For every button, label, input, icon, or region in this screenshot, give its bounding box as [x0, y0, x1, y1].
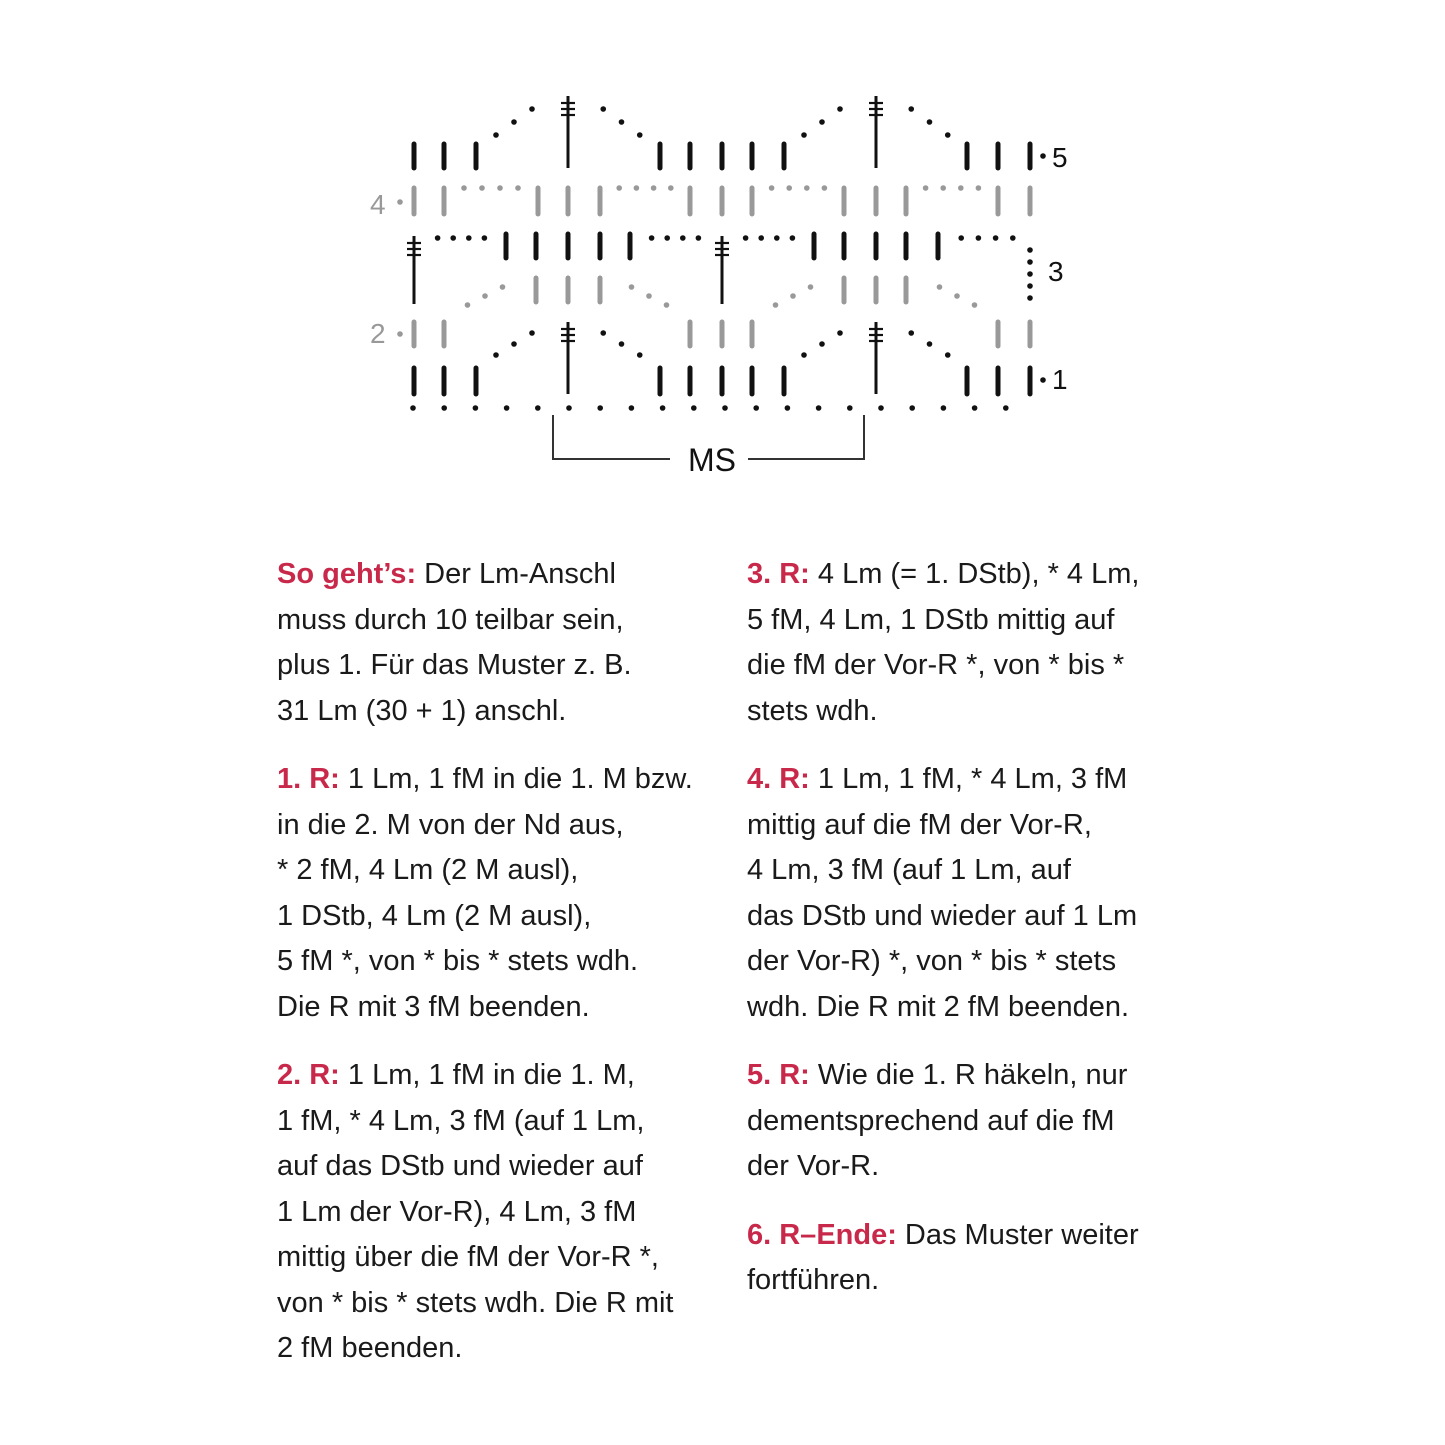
chain-stitch-dot: [958, 235, 964, 241]
instruction-text: 1 Lm, 1 fM, * 4 Lm, 3 fM: [809, 763, 1128, 795]
chain-stitch-dot: [837, 330, 843, 336]
instruction-text: Das Muster weiter: [896, 1218, 1139, 1251]
instruction-text: mittig über die fM der Vor-R *,: [277, 1241, 659, 1273]
chain-stitch-dot: [774, 235, 780, 241]
chain-stitch-dot: [1027, 247, 1033, 253]
instructions-left-column: [277, 552, 717, 1395]
instruction-line: [747, 552, 1187, 598]
foundation-chain-dot: [1003, 405, 1009, 411]
chain-stitch-dot: [786, 185, 792, 191]
chain-stitch-dot: [529, 330, 535, 336]
instruction-line: [747, 598, 1187, 644]
double-treble-symbol: [407, 236, 421, 304]
row-heading: 4. R:: [747, 763, 810, 795]
foundation-chain-dot: [535, 405, 541, 411]
instruction-text: plus 1. Für das Muster z. B.: [277, 649, 632, 681]
instruction-text: der Vor-R.: [747, 1150, 880, 1182]
foundation-chain-dot: [504, 405, 510, 411]
chain-stitch-dot: [616, 185, 622, 191]
instruction-text: die fM der Vor-R *, von * bis *: [747, 649, 1125, 681]
row-marker-dot: [397, 199, 403, 205]
instruction-text: 5 fM, 4 Lm, 1 DStb mittig auf: [747, 603, 1115, 636]
chain-stitch-dot: [696, 235, 702, 241]
instruction-line: [747, 689, 1187, 735]
instruction-line: [277, 1235, 717, 1281]
instruction-paragraph: [747, 757, 1187, 1030]
chain-stitch-dot: [822, 185, 828, 191]
instruction-text: 4 Lm (= 1. DStb), * 4 Lm,: [809, 558, 1140, 590]
instruction-line: [747, 1099, 1187, 1145]
chain-stitch-dot: [945, 132, 951, 138]
chain-stitch-dot: [651, 185, 657, 191]
instruction-text: wdh. Die R mit 2 fM beenden.: [747, 990, 1130, 1023]
chain-stitch-dot: [619, 341, 625, 347]
chain-stitch-dot: [634, 185, 640, 191]
chain-stitch-dot: [629, 284, 635, 290]
chain-stitch-dot: [837, 106, 843, 112]
chain-stitch-dot: [940, 185, 946, 191]
instruction-text: Der Lm-Anschl: [416, 558, 616, 590]
instruction-line: [277, 985, 717, 1031]
instruction-line: [277, 939, 717, 985]
foundation-chain-dot: [566, 405, 572, 411]
instruction-line: [277, 1281, 717, 1327]
instruction-line: [277, 1190, 717, 1236]
chain-stitch-dot: [927, 119, 933, 125]
chain-stitch-dot: [435, 235, 441, 241]
chain-stitch-dot: [482, 293, 488, 299]
chain-stitch-dot: [773, 302, 779, 308]
instruction-line: [747, 1053, 1187, 1099]
chain-stitch-dot: [937, 284, 943, 290]
instruction-line: [277, 894, 717, 940]
chain-stitch-dot: [466, 235, 472, 241]
chain-stitch-dot: [637, 132, 643, 138]
instruction-line: [277, 1099, 717, 1145]
instruction-line: [747, 939, 1187, 985]
chain-stitch-dot: [1027, 295, 1033, 301]
chain-stitch-dot: [493, 132, 499, 138]
chain-stitch-dot: [976, 235, 982, 241]
chain-stitch-dot: [804, 185, 810, 191]
chain-stitch-dot: [908, 330, 914, 336]
instruction-paragraph: [277, 552, 717, 734]
chain-stitch-dot: [976, 185, 982, 191]
repeat-label: MS: [688, 442, 736, 478]
foundation-chain-dot: [972, 405, 978, 411]
foundation-chain-dot: [629, 405, 635, 411]
foundation-chain-dot: [660, 405, 666, 411]
chain-stitch-dot: [801, 352, 807, 358]
chain-stitch-dot: [819, 341, 825, 347]
chain-stitch-dot: [450, 235, 456, 241]
instruction-line: [277, 598, 717, 644]
foundation-chain-dot: [722, 405, 728, 411]
instruction-text: Wie die 1. R häkeln, nur: [809, 1059, 1128, 1091]
chain-stitch-dot: [515, 185, 521, 191]
instruction-line: [747, 985, 1187, 1031]
chain-stitch-dot: [511, 341, 517, 347]
chain-stitch-dot: [680, 235, 686, 241]
chain-stitch-dot: [600, 106, 606, 112]
row-label-1: 1: [1052, 364, 1068, 395]
instruction-line: [747, 1258, 1187, 1304]
instruction-line: [277, 643, 717, 689]
instruction-text: stets wdh.: [747, 694, 878, 727]
chain-stitch-dot: [664, 302, 670, 308]
row-label-4: 4: [370, 189, 386, 220]
instruction-text: 31 Lm (30 + 1) anschl.: [277, 694, 567, 727]
instruction-line: [747, 1144, 1187, 1190]
chain-stitch-dot: [769, 185, 775, 191]
foundation-chain-dot: [878, 405, 884, 411]
chain-stitch-dot: [493, 352, 499, 358]
instruction-line: [277, 689, 717, 735]
double-treble-symbol: [561, 322, 575, 394]
chain-stitch-dot: [461, 185, 467, 191]
instruction-text: 1 fM, * 4 Lm, 3 fM (auf 1 Lm,: [277, 1104, 645, 1137]
foundation-chain-dot: [847, 405, 853, 411]
chain-stitch-dot: [646, 293, 652, 299]
instruction-text: 1 DStb, 4 Lm (2 M ausl),: [277, 899, 592, 932]
chain-stitch-dot: [908, 106, 914, 112]
instruction-line: [277, 757, 717, 803]
row-heading: 2. R:: [277, 1059, 340, 1091]
instruction-text: das DStb und wieder auf 1 Lm: [747, 899, 1138, 932]
chart-symbols: [397, 96, 1046, 411]
instruction-text: Die R mit 3 fM beenden.: [277, 990, 590, 1023]
chain-stitch-dot: [479, 185, 485, 191]
chain-stitch-dot: [993, 235, 999, 241]
chain-stitch-dot: [954, 293, 960, 299]
instruction-line: [747, 803, 1187, 849]
instruction-text: mittig auf die fM der Vor-R,: [747, 808, 1092, 841]
foundation-chain-dot: [597, 405, 603, 411]
chain-stitch-dot: [529, 106, 535, 112]
chain-stitch-dot: [808, 284, 814, 290]
chain-stitch-dot: [600, 330, 606, 336]
chain-stitch-dot: [958, 185, 964, 191]
instruction-line: [277, 1326, 717, 1372]
chain-stitch-dot: [465, 302, 471, 308]
instruction-line: [747, 757, 1187, 803]
foundation-chain-dot: [441, 405, 447, 411]
row-heading: 1. R:: [277, 763, 340, 795]
chain-stitch-dot: [972, 302, 978, 308]
chain-stitch-dot: [664, 235, 670, 241]
chain-stitch-dot: [619, 119, 625, 125]
row-heading: 3. R:: [747, 558, 810, 590]
row-marker-dot: [397, 331, 403, 337]
chain-stitch-dot: [668, 185, 674, 191]
instructions-right-column: [747, 552, 1187, 1327]
row-label-2: 2: [370, 318, 386, 349]
chain-stitch-dot: [1027, 259, 1033, 265]
chain-stitch-dot: [497, 185, 503, 191]
double-treble-symbol: [561, 96, 575, 168]
instruction-text: von * bis * stets wdh. Die R mit: [277, 1286, 674, 1319]
instruction-line: [277, 552, 717, 598]
chain-stitch-dot: [1027, 271, 1033, 277]
chain-stitch-dot: [801, 132, 807, 138]
double-treble-symbol: [869, 322, 883, 394]
chain-stitch-dot: [743, 235, 749, 241]
instruction-text: 2 fM beenden.: [277, 1332, 463, 1364]
crochet-chart: [340, 80, 1120, 490]
double-treble-symbol: [715, 236, 729, 304]
double-treble-symbol: [869, 96, 883, 168]
instruction-line: [277, 803, 717, 849]
instruction-paragraph: [277, 757, 717, 1030]
instruction-text: fortführen.: [747, 1264, 880, 1296]
row-label-3: 3: [1048, 256, 1064, 287]
row-heading: 6. R–Ende:: [747, 1218, 897, 1251]
instruction-paragraph: [747, 1213, 1187, 1304]
instruction-line: [747, 894, 1187, 940]
chain-stitch-dot: [927, 341, 933, 347]
instruction-line: [747, 643, 1187, 689]
foundation-chain-dot: [816, 405, 822, 411]
foundation-chain-dot: [941, 405, 947, 411]
foundation-chain-dot: [909, 405, 915, 411]
foundation-chain-dot: [753, 405, 759, 411]
row-heading: 5. R:: [747, 1059, 810, 1091]
instruction-text: 1 Lm, 1 fM in die 1. M bzw.: [339, 763, 693, 795]
instruction-text: 5 fM *, von * bis * stets wdh.: [277, 945, 639, 977]
row-heading: So geht’s:: [277, 558, 417, 590]
foundation-chain-dot: [691, 405, 697, 411]
instruction-text: muss durch 10 teilbar sein,: [277, 603, 624, 636]
instruction-text: auf das DStb und wieder auf: [277, 1150, 643, 1182]
chain-stitch-dot: [482, 235, 488, 241]
chain-stitch-dot: [637, 352, 643, 358]
chain-stitch-dot: [1027, 283, 1033, 289]
chain-stitch-dot: [649, 235, 655, 241]
instruction-line: [277, 1053, 717, 1099]
chain-stitch-dot: [945, 352, 951, 358]
chain-stitch-dot: [790, 293, 796, 299]
foundation-chain-dot: [410, 405, 416, 411]
instruction-paragraph: [747, 1053, 1187, 1190]
instruction-paragraph: [277, 1053, 717, 1372]
chain-stitch-dot: [758, 235, 764, 241]
row-marker-dot: [1040, 153, 1046, 159]
instruction-text: dementsprechend auf die fM: [747, 1104, 1115, 1137]
instruction-text: 4 Lm, 3 fM (auf 1 Lm, auf: [747, 854, 1071, 886]
chain-stitch-dot: [819, 119, 825, 125]
instruction-line: [747, 848, 1187, 894]
chain-stitch-dot: [923, 185, 929, 191]
instruction-text: * 2 fM, 4 Lm (2 M ausl),: [277, 854, 579, 886]
instruction-text: 1 Lm der Vor-R), 4 Lm, 3 fM: [277, 1195, 637, 1228]
instruction-text: 1 Lm, 1 fM in die 1. M,: [339, 1059, 635, 1091]
chain-stitch-dot: [500, 284, 506, 290]
foundation-chain-dot: [785, 405, 791, 411]
row-label-5: 5: [1052, 142, 1068, 173]
row-marker-dot: [1040, 377, 1046, 383]
chain-stitch-dot: [790, 235, 796, 241]
chain-stitch-dot: [511, 119, 517, 125]
instruction-text: in die 2. M von der Nd aus,: [277, 808, 624, 841]
instruction-line: [277, 848, 717, 894]
instruction-paragraph: [747, 552, 1187, 734]
instruction-line: [747, 1213, 1187, 1259]
instruction-line: [277, 1144, 717, 1190]
chain-stitch-dot: [1010, 235, 1016, 241]
instruction-text: der Vor-R) *, von * bis * stets: [747, 945, 1117, 977]
foundation-chain-dot: [473, 405, 479, 411]
